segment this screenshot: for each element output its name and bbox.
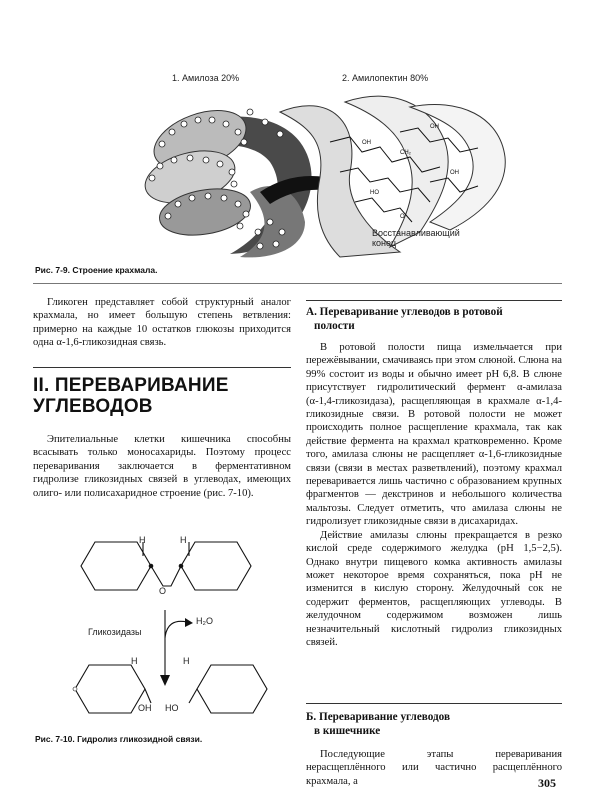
figure-7-9-caption: Рис. 7-9. Строение крахмала. bbox=[35, 265, 158, 275]
section-rule bbox=[33, 367, 291, 368]
svg-text:OH: OH bbox=[430, 124, 439, 130]
section-a-rule bbox=[306, 300, 562, 301]
oh-label: OH bbox=[138, 703, 152, 713]
glycosidic-hydrolysis-diagram bbox=[55, 520, 280, 725]
water-label: H₂O bbox=[196, 616, 213, 626]
section-b-rule bbox=[306, 703, 562, 704]
figure-7-10-caption: Рис. 7-10. Гидролиз гликозидной связи. bbox=[35, 734, 203, 744]
section-a-heading: А. Переваривание углеводов в ротовой полости bbox=[306, 306, 503, 332]
figure-divider bbox=[33, 283, 562, 284]
svg-text:OH: OH bbox=[450, 170, 459, 176]
page-number: 305 bbox=[538, 776, 556, 790]
section-2-paragraph: Эпителиальные клетки кишечника способны всасывать только моносахариды. Поэтому процесс переваривания заключается в ферментативном гидролизе гликозидных связей в углеводах, имеющих олиго- или полисахаридное строение (рис. 7-10). bbox=[33, 434, 291, 499]
ho-label: HO bbox=[165, 703, 179, 713]
amylose-label: 1. Амилоза 20% bbox=[172, 73, 240, 83]
glycogen-paragraph: Гликоген представляет собой структурный аналог крахмала, но имеет большую степень ветвления: примерно на каждые 10 остатков глюкозы приходится одна α-1,6-гликозидная связь. bbox=[33, 297, 291, 349]
enzyme-label: Гликозидазы bbox=[88, 627, 142, 637]
svg-text:O: O bbox=[400, 214, 405, 220]
section-a-body: В ротовой полости пища измельчается при пережёвывании, смачиваясь при этом слюной. Слюна на 99% состоит из воды и обычно имеет pH 6,8. В слюне присутствует гидролитический фермент α-амилаза (α-1,4-гликозидаза), расщепляющая в крахмале α-1,4-гликозидные связи. В ротовой полости не может происходить полное расщепление крахмала, так как действие фермента на крахмал кратковременно. Кроме того, амилаза слюны не расщепляет α-1,6-гликозидные связи (связи в местах разветвлений), поэтому крахмал переваривается лишь частично с образованием крупных фрагментов — декстринов и небольшого количества мальтозы. Следует отметить, что амилаза слюны не гидролизует гликозидные связи в дисахаридах. Действие амилазы слюны прекращается в резко кислой среде содержимого желудка (pH 1,5−2,5). Однако внутри пищевого комка активность амилазы может некоторое время сохраняться, пока pH не изменится в кислую сторону. Желудочный сок не содержит ферментов, расщепляющих углеводы. В желудочном содержимом возможен лишь незначительный кислотный гидролиз гликозидных связей. bbox=[306, 342, 562, 648]
section-b-body: Последующие этапы переваривания нерасщеплённого или частично расщеплённого крахмала, а bbox=[306, 749, 562, 787]
amylopectin-label: 2. Амилопектин 80% bbox=[342, 73, 429, 83]
h-label-bottom-right: H bbox=[183, 656, 190, 666]
o-label: O bbox=[159, 586, 167, 596]
section-b-heading: Б. Переваривание углеводов в кишечнике bbox=[306, 711, 451, 737]
section-2-heading: II. ПЕРЕВАРИВАНИЕ УГЛЕВОДОВ bbox=[33, 375, 229, 417]
h-label-right: H bbox=[180, 535, 187, 545]
svg-text:HO: HO bbox=[370, 190, 379, 196]
h-label-left: H bbox=[139, 535, 146, 545]
svg-text:CH₂: CH₂ bbox=[400, 150, 411, 156]
svg-text:OH: OH bbox=[362, 140, 371, 146]
reducing-end-label: Восстанавливающий конец bbox=[372, 228, 460, 248]
h-label-bottom-left: H bbox=[131, 656, 138, 666]
